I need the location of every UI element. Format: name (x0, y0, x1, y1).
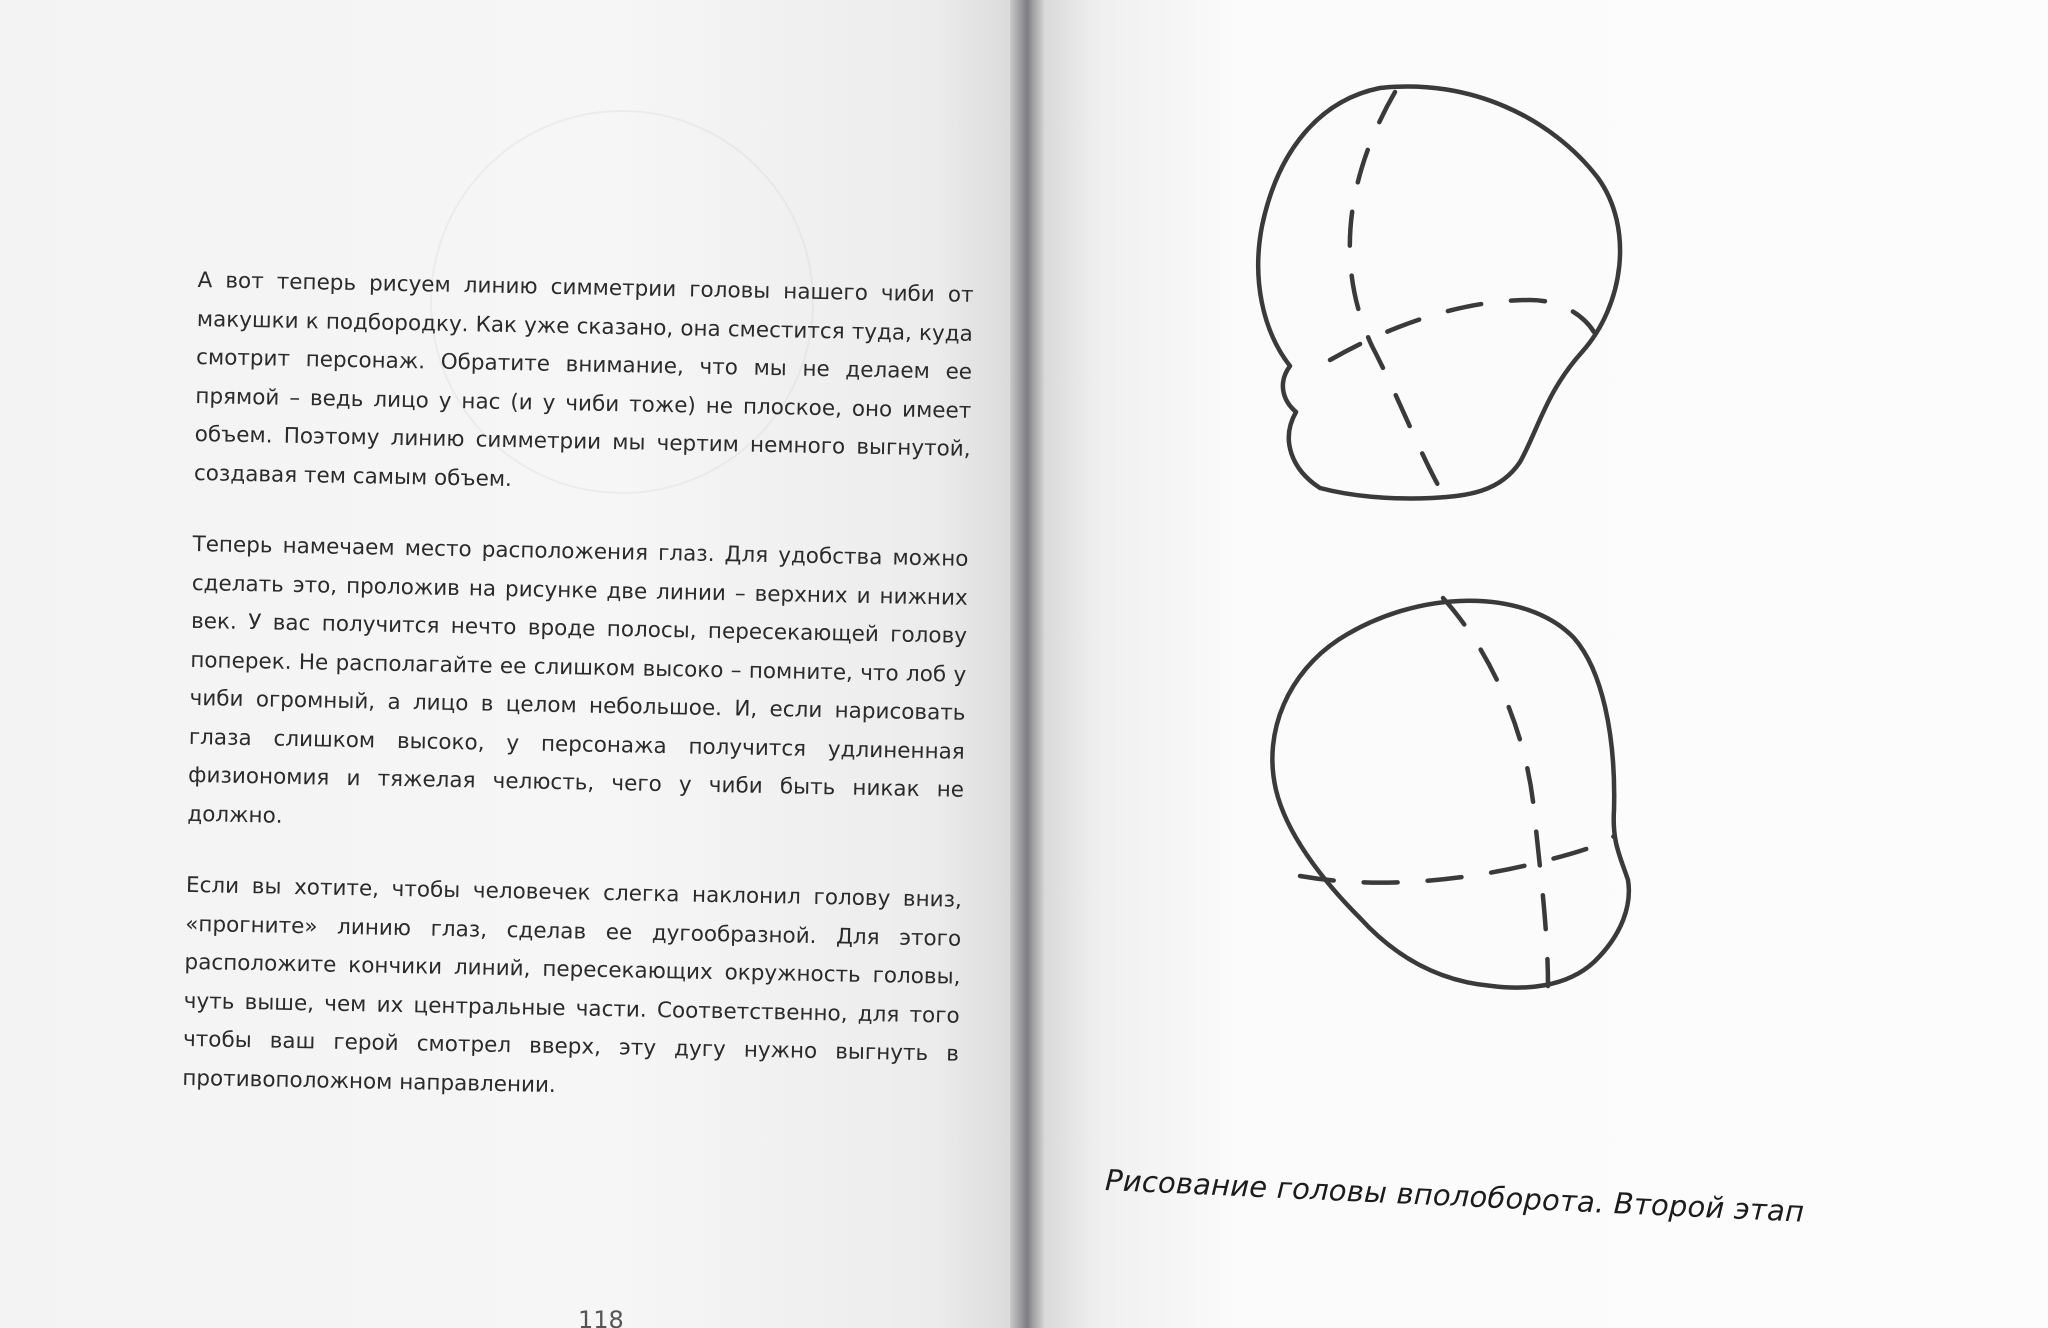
head-bottom-outline (1272, 601, 1628, 988)
head-bottom-guides (1300, 598, 1614, 986)
head-top-guides (1330, 92, 1594, 496)
paragraph-2: Теперь намечаем место расположения глаз. Для удобства можно сделать это, проложив на рисунке две линии – верхних и нижних век. У вас получится нечто вроде полосы, пересекающей голову поперек. Не располагайте ее слишком высоко – помните, что лоб у чиби огромный, а лицо в целом небольшое. И, если нарисовать глаза слишком высоко, у персонажа получится удлиненная физиономия и тяжелая челюсть, чего у чиби быть никак не должно. (187, 531, 969, 829)
head-top-outline (1258, 86, 1620, 498)
paragraph-3: Если вы хотите, чтобы человечек слегка наклонил голову вниз, «прогните» линию глаз, сделав ее дугообразной. Для этого расположите кончики линий, пересекающих окружность головы, чуть выше, чем их центральные части. Соответственно, для того чтобы ваш герой смотрел вверх, эту дугу нужно выгнуть в противоположном направлении. (182, 872, 963, 1098)
page-number: 118 (578, 1306, 624, 1328)
paragraph-1: А вот теперь рисуем линию симметрии головы нашего чиби от макушки к подбородку. Как уже сказано, она сместится туда, куда смотрит персонаж. Обратите внимание, что мы не делаем ее прямой – ведь лицо у нас (и у чиби тоже) не плоское, оно имеет объем. Поэтому линию симметрии мы чертим немного выгнутой, создавая тем самым объем. (193, 267, 974, 492)
head-top-sketch (1258, 86, 1620, 498)
head-bottom-sketch (1272, 598, 1628, 988)
figure-caption: Рисование головы вполоборота. Второй этап (1104, 1163, 1805, 1229)
